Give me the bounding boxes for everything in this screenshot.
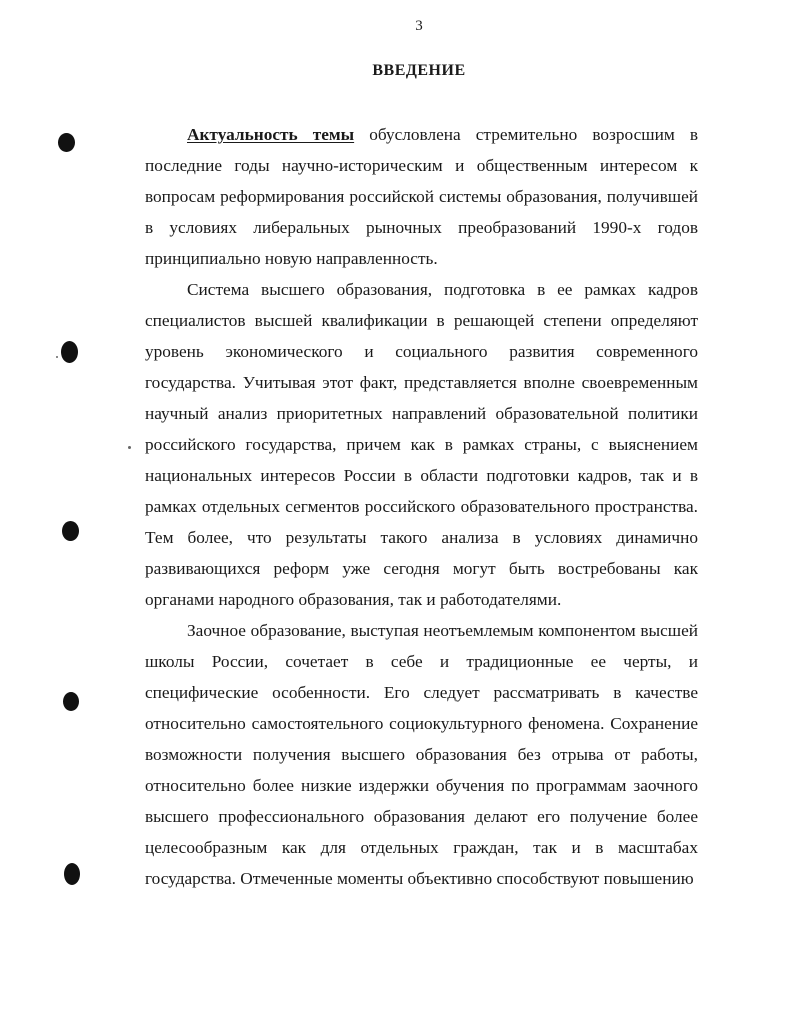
scan-speck bbox=[128, 446, 131, 449]
punch-hole-mark bbox=[61, 341, 78, 363]
punch-hole-mark bbox=[58, 133, 75, 152]
page-title: ВВЕДЕНИЕ bbox=[372, 62, 466, 79]
punch-hole-mark bbox=[64, 863, 80, 885]
paragraph-relevance bbox=[145, 119, 698, 274]
punch-hole-mark bbox=[62, 521, 79, 541]
punch-hole-mark bbox=[63, 692, 79, 711]
paragraph-text: обусловлена стремительно возросшим в последние годы научно-историческим и общественным интересом к вопросам реформирования российской системы образования, получившей в условиях либеральных рыночных преобразований 1990-х годов принципиально новую направленность. bbox=[145, 125, 698, 268]
paragraph-higher-education: Система высшего образования, подготовка в ее рамках кадров специалистов высшей квалификации в решающей степени определяют уровень экономического и социального развития современного государства. Учитывая этот факт, представляется вполне своевременным научный анализ приоритетных направлений образовательной политики российского государства, причем как в рамках страны, с выяснением национальных интересов России в области подготовки кадров, так и в рамках отдельных сегментов российского образовательного пространства. Тем более, что результаты такого анализа в условиях динамично развивающихся реформ уже сегодня могут быть востребованы как органами народного образования, так и работодателями. bbox=[145, 280, 698, 609]
lead-term: Актуальность темы bbox=[187, 125, 355, 144]
paragraph-distance-education: Заочное образование, выступая неотъемлемым компонентом высшей школы России, сочетает в себе и традиционные ее черты, и специфические особенности. Его следует рассматривать в качестве относительно самостоятельного социокультурного феномена. Сохранение возможности получения высшего образования без отрыва от работы, относительно более низкие издержки обучения по программам заочного высшего профессионального образования делают его получение более целесообразным как для отдельных граждан, так и в масштабах государства. Отмеченные моменты объективно способствуют повышению bbox=[145, 621, 698, 888]
scan-speck bbox=[56, 356, 58, 358]
document-body bbox=[145, 119, 698, 894]
page-number: 3 bbox=[415, 18, 423, 34]
